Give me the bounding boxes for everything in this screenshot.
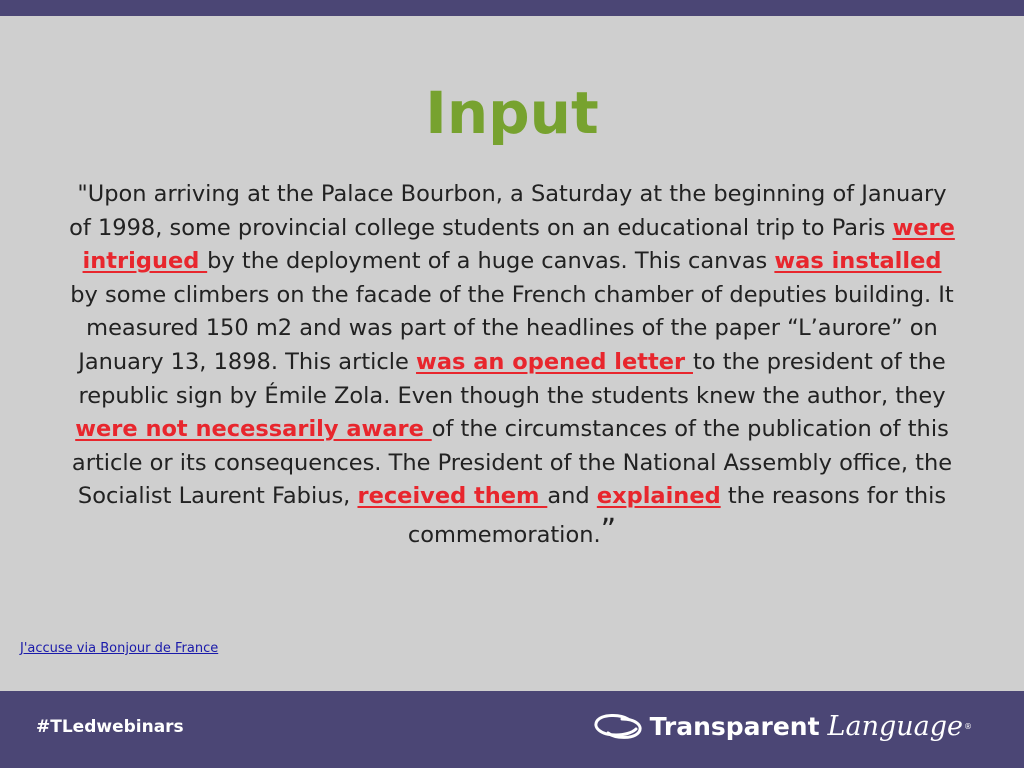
paragraph-text-run: by some climbers on the facade of the French chamber of deputies building. It measured 150 m2 and was part of the headlines of the paper “L’aurore” on January 13, 1898. This article (70, 281, 954, 375)
paragraph-text-run: and (547, 483, 597, 510)
quote-paragraph (66, 178, 958, 553)
footer-bar (0, 691, 1024, 768)
highlighted-phrase: were not necessarily aware (75, 416, 432, 443)
highlighted-phrase: was an opened letter (416, 348, 693, 375)
paragraph-text-run: of the circumstances of the publication of this article or its consequences. The President of the National Assembly office, the Socialist Laurent Fabius, (71, 416, 953, 510)
brand-name-italic: Language (827, 711, 963, 742)
transparent-language-logo-icon (592, 713, 644, 741)
brand-logo (592, 711, 972, 742)
highlighted-phrase: received them (357, 483, 548, 510)
top-bar (0, 0, 1024, 16)
paragraph-text-run: "Upon arriving at the Palace Bourbon, a Saturday at the beginning of January of 1998, some provincial college students on an educational trip to Paris (69, 181, 947, 241)
paragraph-text-run: by the deployment of a huge canvas. This canvas (207, 248, 775, 275)
hashtag-label: #TLedwebinars (36, 717, 184, 737)
highlighted-phrase: was installed (774, 248, 942, 275)
registered-mark: ® (964, 722, 972, 731)
quote-text (69, 181, 955, 548)
paragraph-text-run: the reasons for this commemoration. (407, 483, 947, 548)
closing-quote-mark: ” (600, 512, 617, 548)
brand-name-bold: Transparent (649, 712, 820, 741)
highlighted-phrase: explained (596, 483, 721, 510)
source-link[interactable]: J'accuse via Bonjour de France (20, 641, 219, 656)
highlighted-phrase: were intrigued (82, 214, 955, 275)
slide-title: Input (425, 79, 599, 147)
paragraph-text-run: to the president of the republic sign by Émile Zola. Even though the students knew the author, they (78, 348, 946, 409)
